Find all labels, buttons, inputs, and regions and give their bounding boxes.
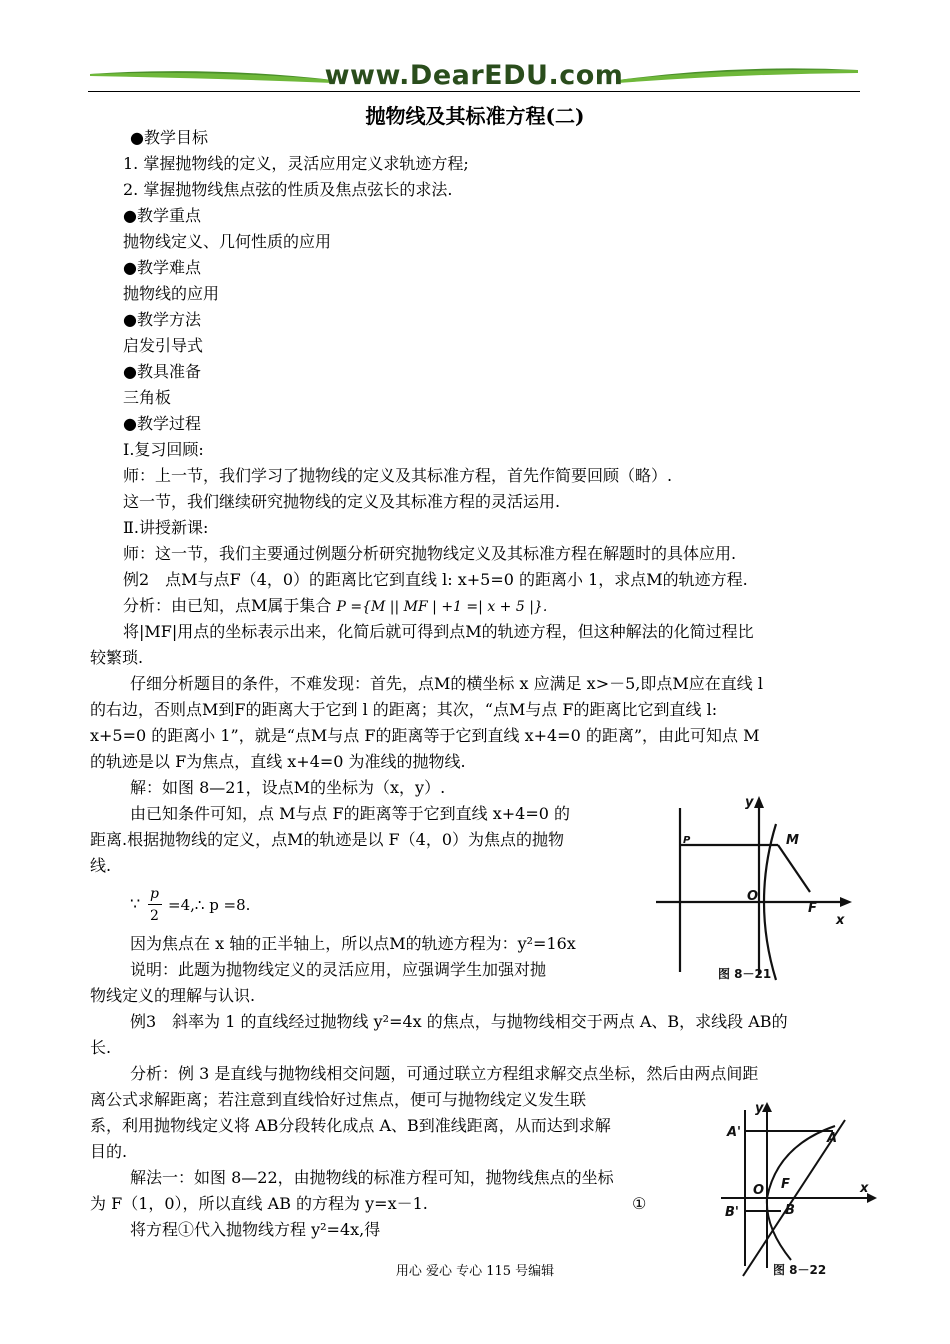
example3-analysis: 系，利用抛物线定义将 AB分段转化成点 A、B到准线距离，从而达到求解 <box>90 1116 611 1135</box>
example2-solution: 因为焦点在 x 轴的正半轴上，所以点M的轨迹方程为：y²=16x <box>130 934 576 953</box>
figure-8-22 <box>715 1098 880 1280</box>
example2-paragraph: 较繁琐. <box>90 648 144 667</box>
example3-solution: 解法一：如图 8—22，由抛物线的标准方程可知，抛物线焦点的坐标 <box>130 1168 614 1187</box>
example3-solution: 为 F（1，0），所以直线 AB 的方程为 y=x－1. <box>90 1194 428 1213</box>
origin-label: O <box>747 889 759 904</box>
point-label-b-prime: B' <box>725 1205 739 1220</box>
axis-label-y: y <box>755 1101 764 1116</box>
tools-heading: ●教具准备 <box>123 362 201 381</box>
method-text: 启发引导式 <box>123 336 204 355</box>
because-symbol: ∵ <box>130 894 141 913</box>
axis-label-x: x <box>860 1181 869 1196</box>
tools-text: 三角板 <box>123 388 172 407</box>
example3-statement: 长. <box>90 1038 112 1057</box>
example3-analysis: 分析：例 3 是直线与抛物线相交问题，可通过联立方程组求解交点坐标，然后由两点间距 <box>130 1064 759 1083</box>
key-points-text: 抛物线定义、几何性质的应用 <box>123 232 332 251</box>
new-lesson-heading: Ⅱ.讲授新课: <box>123 518 209 537</box>
fraction-result: =4,∴ p =8. <box>168 896 251 914</box>
example3-analysis: 离公式求解距离；若注意到直线恰好过焦点，便可与抛物线定义发生联 <box>90 1090 587 1109</box>
fraction-bar <box>148 904 162 905</box>
example3-solution: 将方程①代入抛物线方程 y²=4x,得 <box>130 1220 381 1239</box>
point-label-m: M <box>786 833 799 848</box>
equation-number: ① <box>632 1194 647 1213</box>
objectives-heading: ●教学目标 <box>130 128 208 147</box>
example2-paragraph: 的轨迹是以 F为焦点，直线 x+4=0 为准线的抛物线. <box>90 752 466 771</box>
figure-8-21 <box>648 790 858 990</box>
example2-solution: 解：如图 8—21，设点M的坐标为（x，y）. <box>130 778 446 797</box>
example2-solution: 由已知条件可知，点 M与点 F的距离等于它到直线 x+4=0 的 <box>130 804 571 823</box>
example2-note: 物线定义的理解与认识. <box>90 986 256 1005</box>
example3-analysis: 目的. <box>90 1142 128 1161</box>
focus-label: F <box>808 901 817 916</box>
review-paragraph: 师：上一节，我们学习了抛物线的定义及其标准方程，首先作简要回顾（略）. <box>123 466 673 485</box>
page-title: 抛物线及其标准方程(二) <box>365 104 585 128</box>
header-banner <box>88 58 860 98</box>
difficulty-text: 抛物线的应用 <box>123 284 220 303</box>
example2-paragraph: 将|MF|用点的坐标表示出来，化简后就可得到点M的轨迹方程，但这种解法的化简过程比 <box>123 622 754 641</box>
fraction-numerator: p <box>150 886 159 902</box>
figure-caption: 图 8－21 <box>718 967 772 981</box>
example2-statement: 例2 点M与点F（4，0）的距离比它到直线 l: x+5=0 的距离小 1，求点M的轨迹方程. <box>123 570 748 589</box>
example2-solution: 距离.根据抛物线的定义，点M的轨迹是以 F（4，0）为焦点的抛物 <box>90 830 565 849</box>
example2-solution: 线. <box>90 856 112 875</box>
example2-paragraph: x+5=0 的距离小 1”，就是“点M与点 F的距离等于它到直线 x+4=0 的距离”，由此可知点 M <box>90 726 760 745</box>
process-heading: ●教学过程 <box>123 414 201 433</box>
analysis-prefix: 分析：由已知，点M属于集合 <box>123 596 332 615</box>
review-paragraph: 这一节，我们继续研究抛物线的定义及其标准方程的灵活运用. <box>123 492 561 511</box>
objective-item: 1. 掌握抛物线的定义，灵活应用定义求轨迹方程; <box>123 154 469 173</box>
focus-label: F <box>781 1177 790 1192</box>
review-heading: Ⅰ.复习回顾: <box>123 440 204 459</box>
axis-label-x: x <box>836 913 845 928</box>
point-label-a: A <box>827 1131 838 1146</box>
key-points-heading: ●教学重点 <box>123 206 201 225</box>
origin-label: O <box>753 1183 765 1198</box>
point-label-p: P <box>683 835 691 846</box>
page-footer: 用心 爱心 专心 115 号编辑 <box>395 1264 555 1279</box>
difficulty-heading: ●教学难点 <box>123 258 201 277</box>
example2-note: 说明：此题为抛物线定义的灵活应用，应强调学生加强对抛 <box>130 960 547 979</box>
point-label-a-prime: A' <box>727 1125 742 1140</box>
method-heading: ●教学方法 <box>123 310 201 329</box>
fraction-denominator: 2 <box>150 908 159 924</box>
example2-paragraph: 的右边，否则点M到F的距离大于它到 l 的距离；其次，“点M与点 F的距离比它到直线 l: <box>90 700 718 719</box>
new-lesson-intro: 师：这一节，我们主要通过例题分析研究抛物线定义及其标准方程在解题时的具体应用. <box>123 544 737 563</box>
example2-analysis <box>123 596 547 617</box>
figure-caption: 图 8－22 <box>773 1263 827 1277</box>
site-name: www.DearEDU.com <box>324 60 624 91</box>
objective-item: 2. 掌握抛物线焦点弦的性质及焦点弦长的求法. <box>123 180 453 199</box>
set-expression: P ={M || MF | +1 =| x + 5 |}. <box>336 599 548 615</box>
header-rule <box>88 91 860 92</box>
example2-paragraph: 仔细分析题目的条件，不难发现：首先，点M的横坐标 x 应满足 x>－5,即点M应在直线 l <box>130 674 763 693</box>
point-label-b: B <box>785 1203 795 1218</box>
axis-label-y: y <box>745 795 754 810</box>
example3-statement: 例3 斜率为 1 的直线经过抛物线 y²=4x 的焦点，与抛物线相交于两点 A、B，求线段 AB的 <box>130 1012 788 1031</box>
